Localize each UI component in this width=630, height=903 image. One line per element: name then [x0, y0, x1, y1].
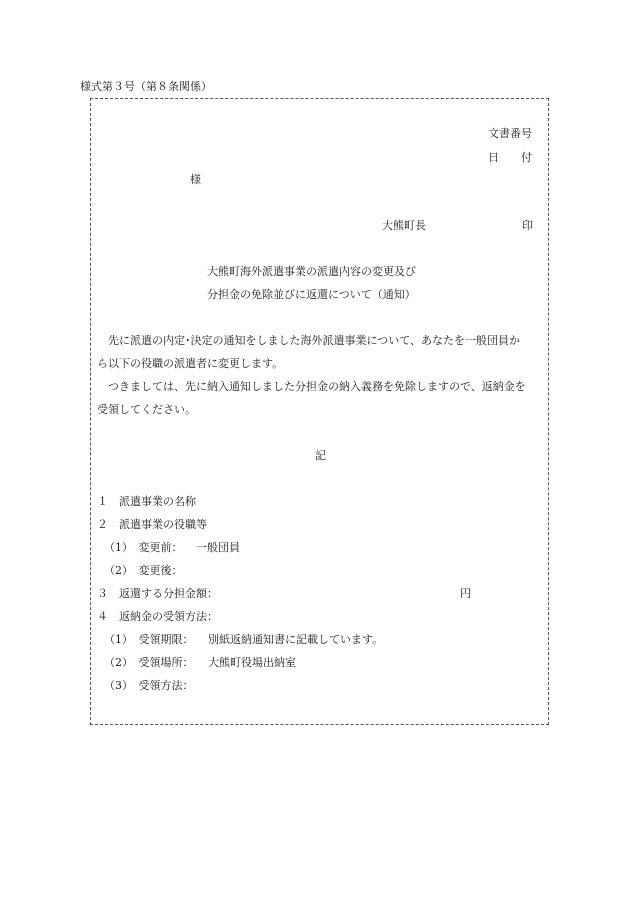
item-4: ４ 返納金の受領方法： — [97, 610, 218, 623]
item-3-unit: 円 — [460, 587, 471, 600]
item-2-2-label: （2） 変更後： — [104, 564, 183, 577]
item-3-label: ３ 返還する分担金額： — [97, 587, 218, 600]
item-1: １ 派遣事業の名称 — [97, 495, 196, 508]
seal-mark: 印 — [522, 219, 533, 232]
item-4-2-value: 大熊町役場出納室 — [208, 656, 296, 669]
paragraph-2-line-2: 受領してください。 — [97, 403, 196, 416]
item-2: ２ 派遣事業の役職等 — [97, 518, 207, 531]
paragraph-1-line-1: 先に派遣の内定･決定の通知をしました海外派遣事業について、あなたを一般団員か — [108, 334, 521, 347]
form-number: 様式第３号（第８条関係） — [80, 80, 212, 93]
date-label: 日 付 — [488, 151, 532, 164]
addressee-suffix: 様 — [190, 173, 201, 186]
item-2-1-value: 一般団員 — [196, 541, 240, 554]
title-line-1: 大熊町海外派遣事業の派遣内容の変更及び — [207, 265, 416, 278]
title-line-2: 分担金の免除並びに返還について（通知） — [207, 288, 416, 301]
item-4-1-value: 別紙返納通知書に記載しています。 — [208, 633, 384, 646]
issuer-name: 大熊町長 — [382, 219, 426, 232]
paragraph-1-line-2: ら以下の役職の派遣者に変更します。 — [97, 357, 284, 370]
ki-heading: 記 — [315, 449, 326, 462]
item-4-3-label: （3） 受領方法： — [104, 679, 194, 692]
document-number-label: 文書番号 — [488, 127, 532, 140]
item-2-1-label: （1） 変更前： — [104, 541, 183, 554]
paragraph-2-line-1: つきましては、先に納入通知しました分担金の納入義務を免除しますので、返納金を — [108, 380, 526, 393]
item-4-2-label: （2） 受領場所： — [104, 656, 194, 669]
item-4-1-label: （1） 受領期限： — [104, 633, 194, 646]
